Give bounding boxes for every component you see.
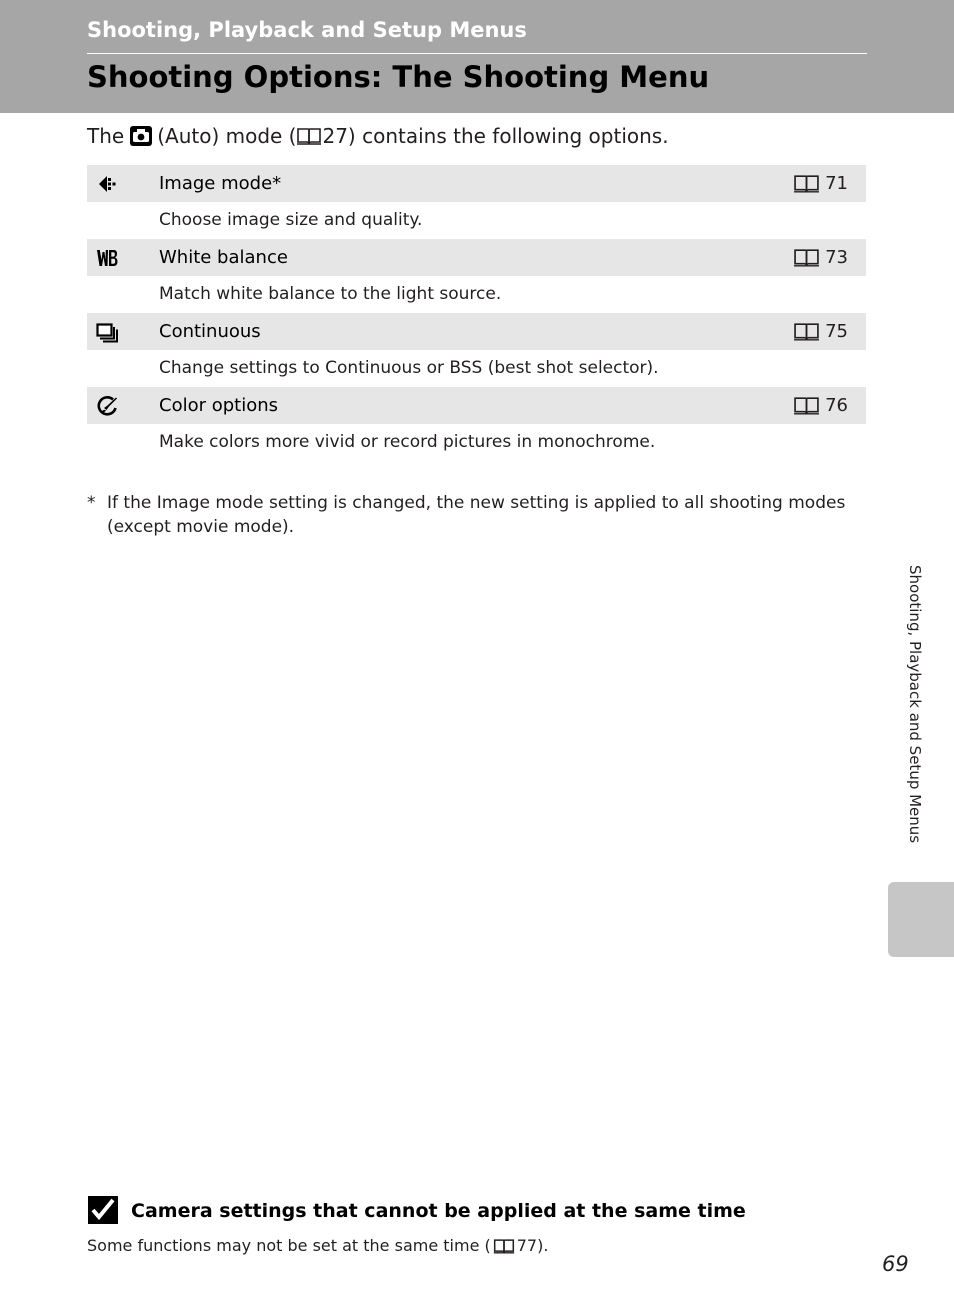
white-balance-icon xyxy=(96,247,118,269)
intro-text-part2: (Auto) mode ( xyxy=(157,124,297,148)
footnote xyxy=(87,491,847,539)
intro-text-part3: 27) contains the following options. xyxy=(322,124,669,148)
page-reference xyxy=(793,239,848,276)
continuous-icon xyxy=(96,321,118,343)
menu-item-description: Choose image size and quality. xyxy=(159,210,423,230)
image-mode-icon xyxy=(96,173,118,195)
page-title: Shooting Options: The Shooting Menu xyxy=(87,60,710,94)
book-icon xyxy=(493,1238,515,1254)
book-icon xyxy=(296,127,322,145)
page-number: 69 xyxy=(882,1252,909,1276)
book-icon xyxy=(793,396,820,415)
page-reference-number: 71 xyxy=(825,173,848,194)
menu-item-description-row xyxy=(87,276,866,313)
menu-item-label: Continuous xyxy=(159,321,261,342)
menu-item-description-row xyxy=(87,424,866,461)
menu-item-description-row xyxy=(87,350,866,387)
footnote-marker: * xyxy=(87,493,96,513)
menu-item-color-options xyxy=(87,387,866,424)
menu-item-description-row xyxy=(87,202,866,239)
shooting-menu-table xyxy=(87,165,866,461)
page-reference xyxy=(793,387,848,424)
book-icon xyxy=(793,174,820,193)
menu-item-white-balance xyxy=(87,239,866,276)
note-title: Camera settings that cannot be applied at the same time xyxy=(131,1200,746,1222)
note-text-part1: Some functions may not be set at the same time ( xyxy=(87,1236,491,1255)
book-icon xyxy=(793,248,820,267)
page-reference-number: 73 xyxy=(825,247,848,268)
page-reference-number: 75 xyxy=(825,321,848,342)
menu-item-label: White balance xyxy=(159,247,288,268)
section-tab xyxy=(888,882,954,957)
camera-icon xyxy=(130,126,152,146)
menu-item-description: Change settings to Continuous or BSS (best shot selector). xyxy=(159,358,659,378)
side-tab-label: Shooting, Playback and Setup Menus xyxy=(906,565,924,844)
page-reference xyxy=(793,313,848,350)
side-tab-label-wrapper xyxy=(906,565,926,867)
footnote-text: If the Image mode setting is changed, the new setting is applied to all shooting modes (except movie mode). xyxy=(107,493,846,537)
color-options-icon xyxy=(96,395,118,417)
page-reference xyxy=(793,165,848,202)
menu-item-description: Match white balance to the light source. xyxy=(159,284,502,304)
intro-text xyxy=(87,124,669,148)
header-divider xyxy=(87,53,867,54)
checkmark-box-icon xyxy=(88,1196,118,1224)
menu-item-label: Color options xyxy=(159,395,279,416)
note-text-part2: 77). xyxy=(516,1236,549,1255)
menu-item-description: Make colors more vivid or record pictures in monochrome. xyxy=(159,432,656,452)
intro-text-part1: The xyxy=(87,124,125,148)
book-icon xyxy=(793,322,820,341)
page-reference-number: 76 xyxy=(825,395,848,416)
menu-item-image-mode xyxy=(87,165,866,202)
section-title: Shooting, Playback and Setup Menus xyxy=(87,18,527,42)
note-text xyxy=(87,1236,548,1255)
menu-item-label: Image mode* xyxy=(159,173,282,194)
menu-item-continuous xyxy=(87,313,866,350)
page-header xyxy=(0,0,954,113)
